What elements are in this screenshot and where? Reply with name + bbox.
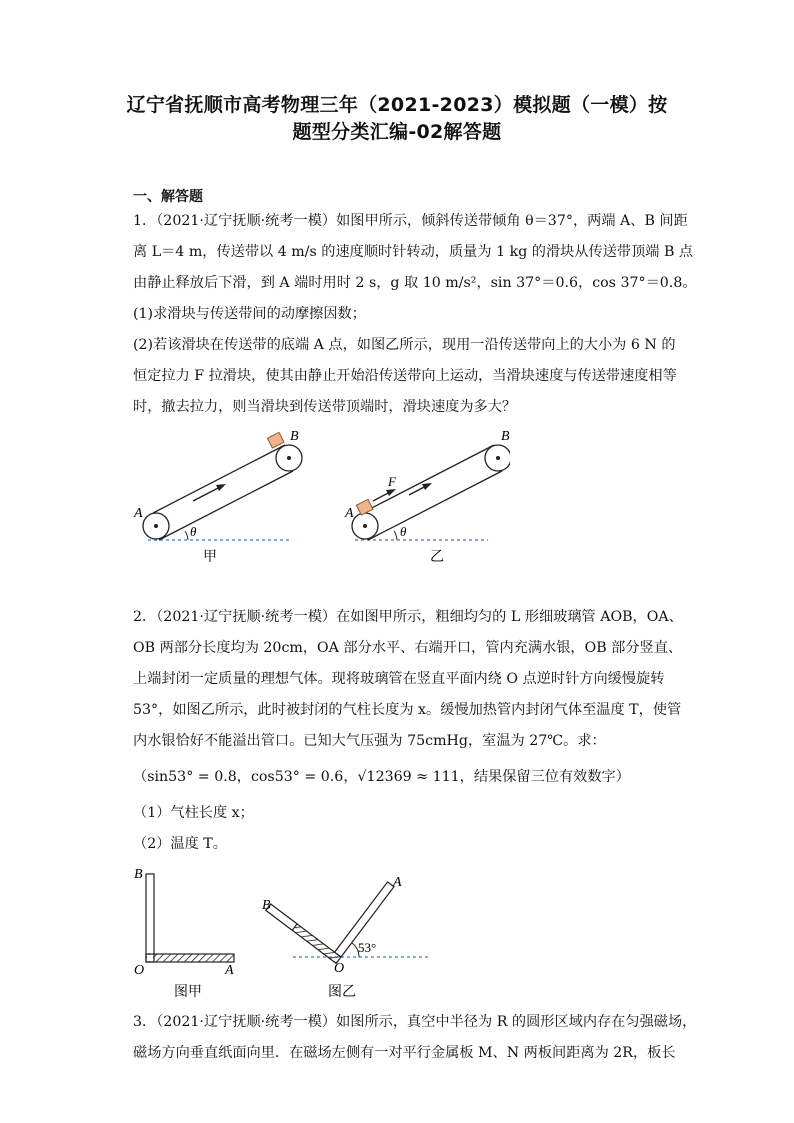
q1-part-1: (1)求滑块与传送带间的动摩擦因数； (133, 306, 366, 322)
pulley-a-axle (363, 524, 367, 528)
caption-jia: 甲 (203, 550, 217, 565)
label-b: B (290, 429, 299, 444)
label-f: F (388, 474, 396, 489)
motion-arrow-head (216, 484, 226, 491)
angle-arc (185, 531, 188, 540)
caption-yi: 乙 (430, 550, 444, 565)
label-b: B (501, 429, 510, 444)
q1-line: 由静止释放后下滑，到 A 端时用时 2 s，g 取 10 m/s²，sin 37°＝0.6，cos 37°＝0.8。 (133, 275, 697, 291)
pulley-a-axle (154, 524, 158, 528)
q2-figure (128, 862, 428, 1002)
belt-bottom-edge (159, 471, 293, 540)
label-theta: θ (400, 524, 407, 539)
label-a: A (393, 875, 402, 890)
pulley-b-axle (496, 456, 500, 460)
caption-yi: 图乙 (328, 985, 356, 1000)
tube-corner (147, 955, 153, 961)
label-b: B (134, 867, 143, 882)
conveyor-figure-jia (133, 429, 302, 565)
page-title-line-2: 题型分类汇编-02解答题 (292, 121, 502, 143)
q1-line: 时，撤去拉力，则当滑块到传送带顶端时，滑块速度为多大？ (133, 399, 517, 415)
label-a: A (345, 506, 354, 521)
label-b: B (262, 898, 271, 913)
q2-given-values: （sin53° = 0.8，cos53° = 0.6，√12369 ≈ 111，结果保留三位有效数字） (133, 769, 630, 785)
belt-top-edge (362, 445, 494, 513)
q2-line: 上端封闭一定质量的理想气体。现将玻璃管在竖直平面内绕 O 点逆时针方向缓慢旋转 (133, 671, 665, 687)
label-o: O (334, 961, 345, 976)
q2-part-1: （1）气柱长度 x； (133, 805, 254, 821)
q2-line: 内水银恰好不能溢出管口。已知大气压强为 75cmHg，室温为 27℃。求： (133, 733, 606, 749)
q3-line: 3．（2021·辽宁抚顺·统考一模）如图所示，真空中半径为 R 的圆形区域内存在匀强磁场， (133, 1014, 697, 1030)
slider-block (267, 432, 284, 448)
pulley-b-axle (287, 456, 291, 460)
tube-ob-gas (266, 904, 297, 930)
tube-ob (146, 874, 154, 962)
caption-jia: 图甲 (174, 985, 202, 1000)
label-o: O (134, 963, 145, 978)
q1-line: 1．（2021·辽宁抚顺·统考一模）如图甲所示，倾斜传送带倾角 θ＝37°，两端 A、B 间距 (133, 213, 688, 229)
label-theta: θ (190, 524, 197, 539)
slider-block (356, 499, 373, 515)
section-heading: 一、解答题 (133, 189, 203, 205)
page-title-line-1: 辽宁省抚顺市高考物理三年（2021-2023）模拟题（一模）按 (126, 94, 668, 116)
conveyor-figure-yi (344, 429, 510, 565)
tube-figure-jia (134, 867, 234, 1000)
label-angle: 53° (358, 940, 377, 955)
belt-top-edge (153, 445, 285, 513)
force-arrow-head (386, 489, 396, 496)
tube-oa-mercury (146, 954, 234, 962)
q1-line: 恒定拉力 F 拉滑块，使其由静止开始沿传送带向上运动，当滑块速度与传送带速度相等 (133, 368, 677, 384)
q2-line: OB 两部分长度均为 20cm，OA 部分水平、右端开口，管内充满水银，OB 部分竖直、 (133, 640, 683, 656)
motion-arrow-head (422, 483, 432, 490)
q3-line: 磁场方向垂直纸面向里．在磁场左侧有一对平行金属板 M、N 两板间距离为 2R，板长 (133, 1045, 676, 1061)
tube-figure-yi (262, 875, 428, 1000)
angle-arc (394, 531, 397, 540)
label-a: A (134, 506, 143, 521)
label-a: A (225, 963, 234, 978)
q1-figure (130, 425, 510, 570)
q1-line: 离 L＝4 m，传送带以 4 m/s 的速度顺时针转动，质量为 1 kg 的滑块从传送带顶端 B 点 (133, 244, 694, 260)
q2-line: 2．（2021·辽宁抚顺·统考一模）在如图甲所示，粗细均匀的 L 形细玻璃管 AOB，OA、 (133, 609, 683, 625)
q2-part-2: （2）温度 T。 (133, 836, 227, 852)
q2-line: 53°，如图乙所示，此时被封闭的气柱长度为 x。缓慢加热管内封闭气体至温度 T，使管 (133, 702, 682, 718)
q1-part-2: (2)若该滑块在传送带的底端 A 点，如图乙所示，现用一沿传送带向上的大小为 6 N 的 (133, 337, 676, 353)
